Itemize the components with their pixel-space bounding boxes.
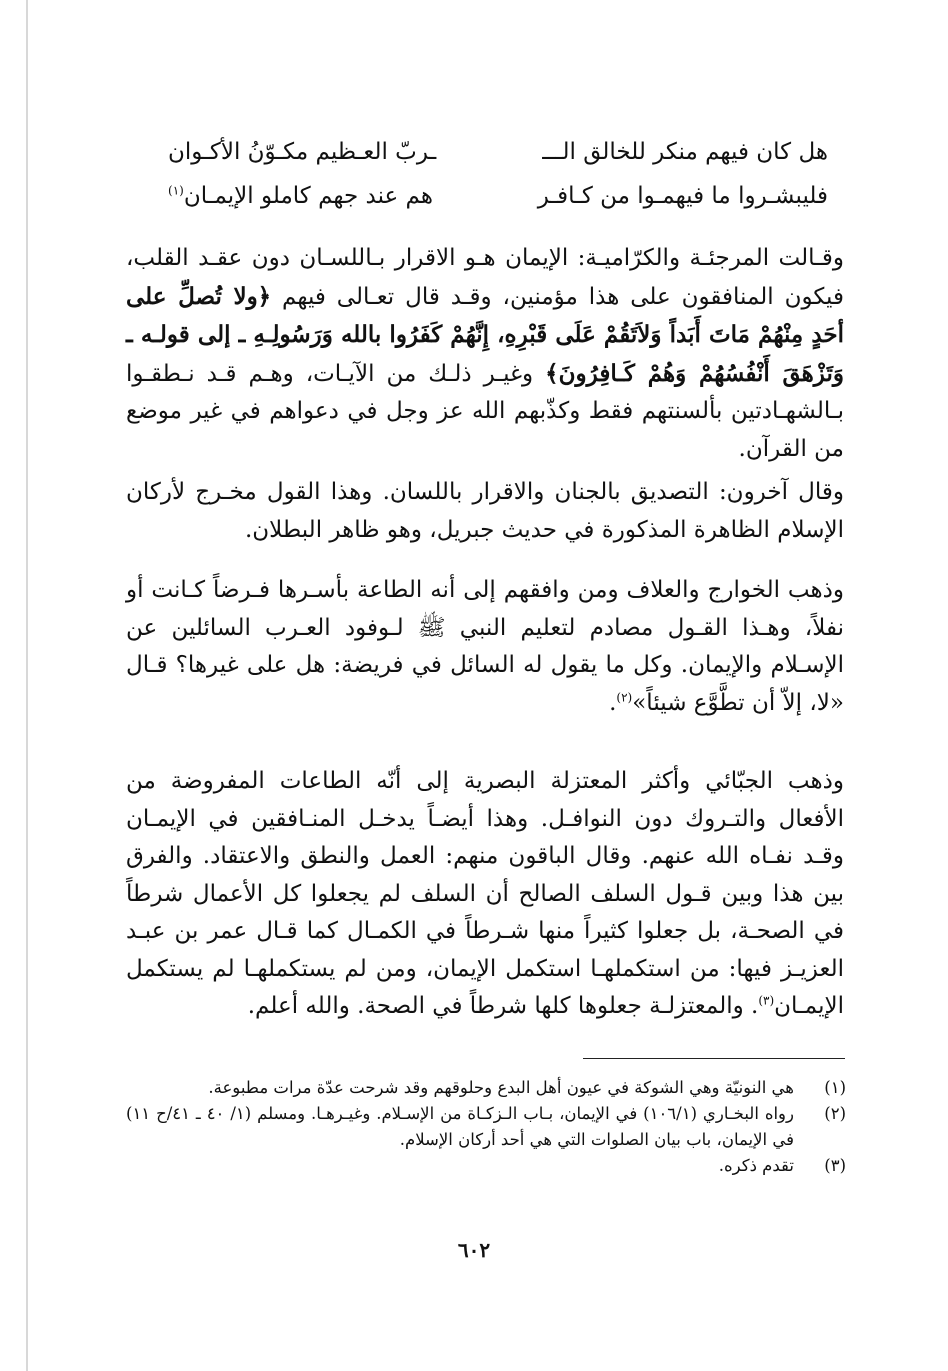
footnote-text: هي النونيّة وهي الشوكة في عيون أهل البدع وحلوقهم وقد شرحت عدّة مرات مطبوعة. — [208, 1078, 794, 1097]
paragraph-khawarij — [126, 572, 844, 722]
footnote-item — [126, 1153, 846, 1179]
paragraph-text: وذهب الجبّائي وأكثر المعتزلة البصرية إلى أنّه الطاعات المفروضة من الأفعال والتـروك دون النوافـل. وهذا أيضـاً يدخـل المنـافقين في الإيمـان وقـد نفـاه الله عنهم. وقال الباقون منهم: العمل والنطق والاعتقاد. والفرق بين هذا وبين قـول السلف الصالح أن السلف لم يجعلوا كل الأعمال شرطاً في الصحـة، بل جعلوا كثيراً منها شـرطاً في الكمـال كما قـال عمر بن عبـد العزيـز فيها: من استكملهـا استكمل الإيمان، ومن لم يستكملهـا لم يستكمل الإيمـان — [126, 768, 844, 1019]
footnote-number: (٢) — [824, 1104, 846, 1123]
poem-line — [168, 130, 828, 174]
footnote-text: تقدم ذكره. — [718, 1156, 794, 1175]
footnote-item — [126, 1101, 846, 1153]
paragraph-jubbai — [126, 763, 844, 1026]
hemistich-right: هل كان فيهم منكر للخالق الـــ — [542, 139, 828, 165]
hemistich-left — [168, 174, 433, 218]
footnote-number: (٣) — [824, 1156, 846, 1175]
poem — [168, 130, 828, 218]
hemistich-left-text: هم عند جهم كاملو الإيمـان — [183, 183, 433, 209]
paragraph-murjia — [126, 240, 844, 468]
quran-verse: ﴿ولا تُصلِّ على أحَدٍ مِنْهُمْ مَاتَ أَبَداً وَلاَتَقُمْ عَلَى قَبْرِهِ، إِنَّهُمْ كَفَرُوا بالله وَرَسُولِـهِ ـ إلى قولـه ـ وَتَزْهَقَ أَنْفُسُهُمْ وَهُمْ كَـافِرُونَ﴾ — [126, 282, 844, 387]
paragraph-text: وغيـر ذلـك من الآيـات، وهـم قـد نـطقـوا بـالشهـادتين بألسنتهم فقط وكذّبهم الله عز وجل في دعواهم في غير موضع من القرآن. — [126, 360, 844, 462]
footnotes — [126, 1075, 846, 1179]
footnote-ref[interactable]: (٣) — [758, 993, 775, 1008]
footnote-item — [126, 1075, 846, 1101]
footnote-number: (١) — [824, 1078, 846, 1097]
paragraph-text: . — [609, 689, 617, 716]
paragraph-others — [126, 474, 844, 549]
hemistich-left: ـربّ العـظيم مكـوّنُ الأكـوان — [168, 139, 437, 165]
paragraph-text: وقال آخرون: التصديق بالجنان والاقرار باللسان. وهذا القول مخـرج لأركان الإسلام الظاهرة المذكورة في حديث جبريل، وهو ظاهر البطلان. — [126, 479, 844, 543]
footnote-ref[interactable]: (١) — [168, 183, 184, 198]
page-edge — [26, 0, 28, 1371]
poem-line — [168, 174, 828, 218]
paragraph-text: وذهب الخوارج والعلاف ومن وافقهم إلى أنه الطاعة بأسـرها فـرضاً كـانت أو نفلاً، وهـذا القـول مصادم لتعليم النبي ﷺ لـوفود العـرب السائلين عن الإسـلام والإيمان. وكل ما يقول له السائل في فريضة: هل على غيرها؟ قـال «لا، إلاّ أن تطَّوَّع شيئاً» — [126, 577, 844, 716]
paragraph-text: . والمعتزلـة جعلوها كلها شرطاً في الصحة. والله أعلم. — [247, 993, 759, 1019]
footnote-divider — [583, 1058, 845, 1059]
footnote-text: رواه البخـاري (١٠٦/١) في الإيمان، بـاب الـزكـاة من الإسـلام. وغيـرهـا. ومسلم (١/ ٤٠ ـ ٤١/ح ١١) في الإيمان، باب بيان الصلوات التي هي أحد أركان الإسلام. — [126, 1104, 794, 1149]
hemistich-right: فليبشـروا ما فيهمـوا من كـافـر — [537, 183, 828, 209]
footnote-ref[interactable]: (٢) — [616, 689, 633, 704]
page-number: ٦٠٢ — [457, 1238, 491, 1262]
paragraph-text: وقـالت المرجئـة والكرّاميـة: الإيمان هـو الاقرار بـاللسـان دون عقـد القلب، فيكون المنافقون على هذا مؤمنين، وقـد قال تعـالى فيهم — [126, 245, 844, 310]
